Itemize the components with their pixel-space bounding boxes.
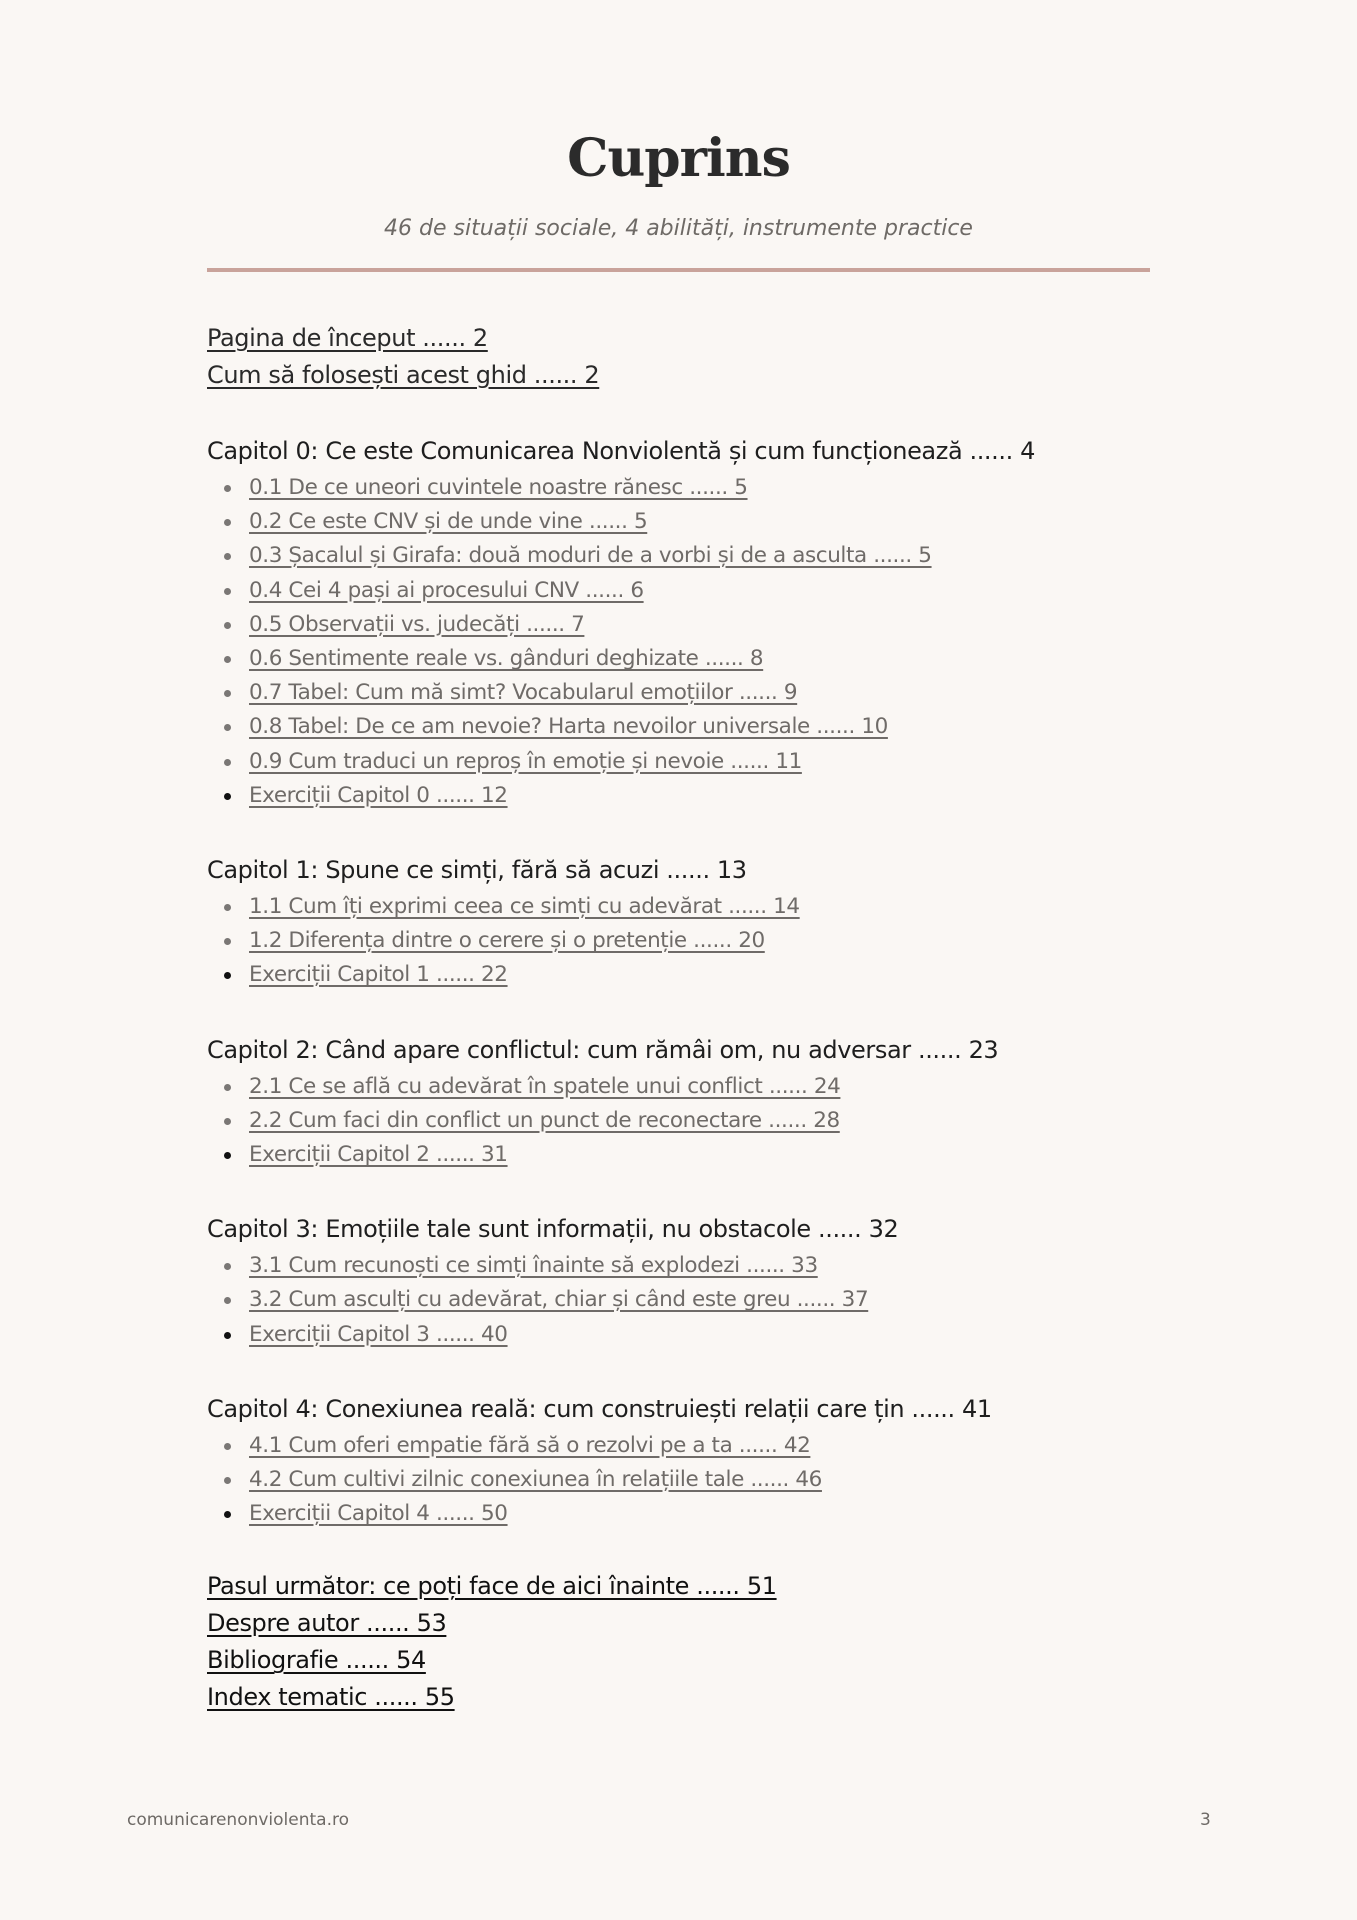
toc-link[interactable]: 4.2 Cum cultivi zilnic conexiunea în relațiile tale ...... 46 [249, 1467, 822, 1493]
chapter-title: Capitol 0: Ce este Comunicarea Nonviolentă și cum funcționează ...... 4 [207, 437, 1035, 465]
bullet-icon [224, 1084, 231, 1091]
list-item [207, 1249, 1167, 1283]
toc-link-exercises[interactable]: Exerciții Capitol 0 ...... 12 [249, 782, 508, 808]
toc-link[interactable]: 0.7 Tabel: Cum mă simt? Vocabularul emoțiilor ...... 9 [249, 680, 798, 706]
list-item [207, 539, 1167, 573]
chapter-title: Capitol 4: Conexiunea reală: cum construiești relații care țin ...... 41 [207, 1394, 992, 1423]
table-of-contents [207, 320, 1167, 1716]
chapter-1 [207, 850, 1167, 993]
bullet-icon [224, 622, 231, 629]
toc-link[interactable]: 0.4 Cei 4 pași ai procesului CNV ...... 6 [249, 577, 644, 603]
chapter-4 [207, 1389, 1167, 1532]
title-divider [207, 268, 1150, 272]
chapter-0 [207, 431, 1167, 813]
footer-site: comunicarenonviolenta.ro [127, 1810, 350, 1830]
toc-link[interactable]: 2.2 Cum faci din conflict un punct de reconectare ...... 28 [249, 1107, 840, 1133]
bullet-icon [224, 793, 231, 800]
list-item [207, 471, 1167, 505]
toc-link-exercises[interactable]: Exerciții Capitol 1 ...... 22 [249, 962, 508, 988]
chapter-title: Capitol 2: Când apare conflictul: cum rămâi om, nu adversar ...... 23 [207, 1035, 999, 1064]
toc-link[interactable]: 0.3 Șacalul și Girafa: două moduri de a vorbi și de a asculta ...... 5 [249, 543, 932, 569]
closing-links [207, 1568, 1167, 1716]
list-item [207, 1429, 1167, 1463]
bullet-icon [224, 656, 231, 663]
page-title: Cuprins [567, 128, 790, 189]
list-item [207, 890, 1167, 924]
toc-link[interactable]: 2.1 Ce se află cu adevărat în spatele unui conflict ...... 24 [249, 1073, 841, 1099]
bullet-icon [224, 1152, 231, 1159]
list-item [207, 505, 1167, 539]
toc-link[interactable]: 0.6 Sentimente reale vs. gânduri deghizate ...... 8 [249, 646, 764, 672]
list-item [207, 710, 1167, 744]
chapter-2 [207, 1030, 1167, 1173]
bullet-icon [224, 588, 231, 595]
list-item [207, 676, 1167, 710]
list-item [207, 958, 1167, 992]
bullet-icon [224, 1332, 231, 1339]
bullet-icon [224, 1297, 231, 1304]
toc-link[interactable]: 4.1 Cum oferi empatie fără să o rezolvi pe a ta ...... 42 [249, 1432, 811, 1458]
list-item [207, 1283, 1167, 1317]
bullet-icon [224, 690, 231, 697]
list-item [207, 574, 1167, 608]
list-item [207, 608, 1167, 642]
bullet-icon [224, 1511, 231, 1518]
toc-link-about-author[interactable]: Despre autor ...... 53 [207, 1609, 447, 1638]
bullet-icon [224, 972, 231, 979]
bullet-icon [224, 519, 231, 526]
toc-link[interactable]: 3.1 Cum recunoști ce simți înainte să explodezi ...... 33 [249, 1253, 818, 1279]
bullet-icon [224, 1263, 231, 1270]
footer-page-number: 3 [1200, 1810, 1211, 1830]
list-item [207, 745, 1167, 779]
chapter-title: Capitol 3: Emoțiile tale sunt informații, nu obstacole ...... 32 [207, 1215, 899, 1244]
list-item [207, 1497, 1167, 1531]
bullet-icon [224, 759, 231, 766]
list-item [207, 642, 1167, 676]
chapter-title: Capitol 1: Spune ce simți, fără să acuzi ...... 13 [207, 856, 747, 885]
toc-link[interactable]: 1.2 Diferența dintre o cerere și o pretenție ...... 20 [249, 928, 765, 954]
bullet-icon [224, 485, 231, 492]
list-item [207, 1138, 1167, 1172]
toc-link[interactable]: 3.2 Cum asculți cu adevărat, chiar și când este greu ...... 37 [249, 1287, 869, 1313]
toc-link-how-to-use[interactable]: Cum să folosești acest ghid ...... 2 [207, 361, 600, 389]
toc-link-exercises[interactable]: Exerciții Capitol 4 ...... 50 [249, 1501, 508, 1527]
toc-link[interactable]: 1.1 Cum îți exprimi ceea ce simți cu adevărat ...... 14 [249, 894, 800, 920]
toc-link[interactable]: 0.1 De ce uneori cuvintele noastre rănesc ...... 5 [249, 475, 748, 500]
list-item [207, 1104, 1167, 1138]
toc-link[interactable]: 0.5 Observații vs. judecăți ...... 7 [249, 611, 585, 637]
toc-link-index[interactable]: Index tematic ...... 55 [207, 1683, 455, 1712]
toc-link[interactable]: 0.8 Tabel: De ce am nevoie? Harta nevoilor universale ...... 10 [249, 714, 888, 740]
bullet-icon [224, 938, 231, 945]
bullet-icon [224, 904, 231, 911]
bullet-icon [224, 1477, 231, 1484]
chapter-3 [207, 1209, 1167, 1352]
toc-link[interactable]: 0.9 Cum traduci un reproș în emoție și nevoie ...... 11 [249, 748, 802, 774]
bullet-icon [224, 1443, 231, 1450]
bullet-icon [224, 724, 231, 731]
toc-link-exercises[interactable]: Exerciții Capitol 2 ...... 31 [249, 1142, 508, 1168]
bullet-icon [224, 553, 231, 560]
toc-link-exercises[interactable]: Exerciții Capitol 3 ...... 40 [249, 1321, 508, 1347]
toc-link-next-step[interactable]: Pasul următor: ce poți face de aici înainte ...... 51 [207, 1572, 777, 1601]
list-item [207, 924, 1167, 958]
toc-link-bibliography[interactable]: Bibliografie ...... 54 [207, 1646, 426, 1675]
bullet-icon [224, 1118, 231, 1125]
list-item [207, 1070, 1167, 1104]
toc-link-start-page[interactable]: Pagina de început ...... 2 [207, 324, 488, 352]
list-item [207, 779, 1167, 813]
list-item [207, 1318, 1167, 1352]
toc-link[interactable]: 0.2 Ce este CNV și de unde vine ...... 5 [249, 509, 648, 535]
list-item [207, 1463, 1167, 1497]
page-subtitle: 46 de situații sociale, 4 abilități, instrumente practice [384, 216, 973, 241]
